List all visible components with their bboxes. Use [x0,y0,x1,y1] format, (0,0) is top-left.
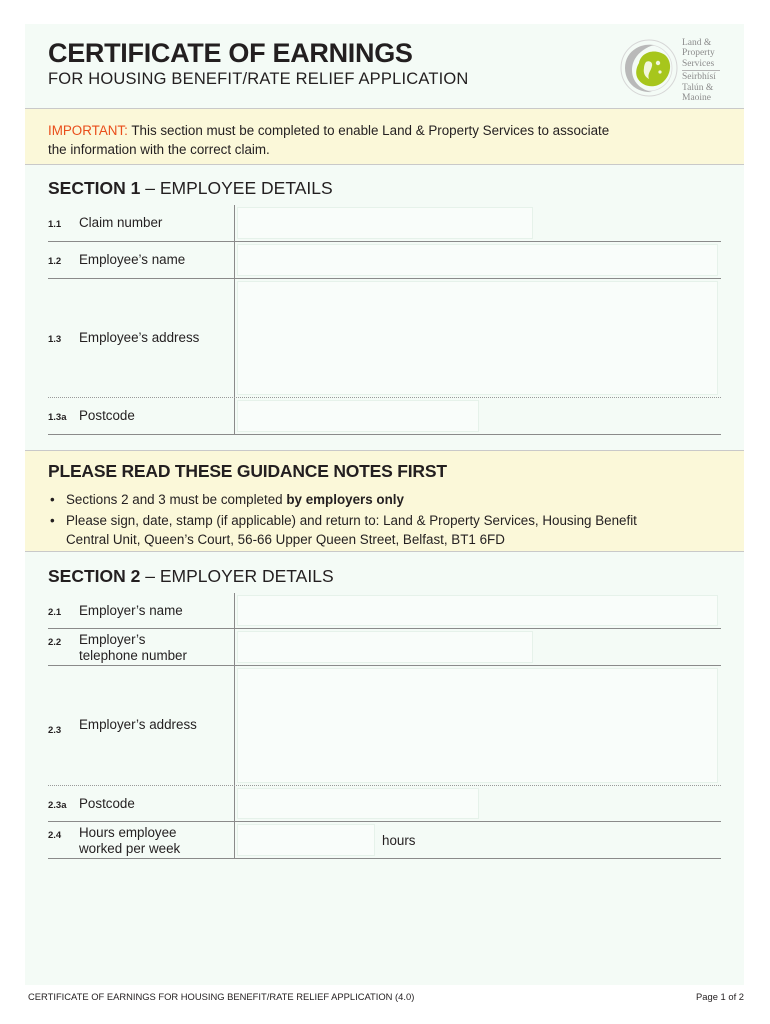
logo-text-line: Seirbhísí [682,72,716,83]
form-subtitle: FOR HOUSING BENEFIT/RATE RELIEF APPLICATION [48,70,469,88]
column-divider [234,629,235,665]
employer-address-input[interactable] [237,668,718,783]
guidance-list [48,490,744,549]
column-divider [234,205,235,241]
column-divider [234,786,235,821]
footer-document-title: CERTIFICATE OF EARNINGS FOR HOUSING BENEFIT/RATE RELIEF APPLICATION (4.0) [28,991,415,1002]
column-divider [234,398,235,434]
field-number: 2.2 [48,637,62,648]
column-divider [234,593,235,628]
lps-logo-icon [619,38,679,98]
guidance-text: Please sign, date, stamp (if applicable) and return to: Land & Property Services, Housing Benefit [66,513,637,528]
field-label-line: worked per week [79,841,181,856]
employee-name-input[interactable] [237,244,718,276]
field-label-line: Hours employee [79,825,177,840]
guidance-text: Sections 2 and 3 must be completed [66,492,287,507]
guidance-item [48,490,744,509]
guidance-item [48,511,744,549]
employee-address-input[interactable] [237,281,718,395]
hours-per-week-input[interactable] [237,824,375,856]
section1-heading [48,178,333,199]
section2-heading-number: SECTION 2 [48,566,141,586]
logo-text-line: Property [682,48,715,59]
field-label: Postcode [79,408,135,423]
important-notice [25,108,744,165]
hours-unit-label: hours [382,833,416,848]
logo-text-line: Maoine [682,93,712,104]
employer-postcode-input[interactable] [237,788,479,819]
field-number: 1.1 [48,219,62,230]
employee-postcode-input[interactable] [237,400,479,432]
field-label: Postcode [79,796,135,811]
important-text-line1: This section must be completed to enable Land & Property Services to associate [131,123,610,138]
bullet-icon: • [50,513,55,528]
logo-divider [682,70,720,71]
field-number: 2.4 [48,830,62,841]
field-number: 2.3 [48,725,62,736]
employer-telephone-input[interactable] [237,631,533,663]
field-label [79,632,187,664]
field-number: 1.2 [48,256,62,267]
important-text-line2: the information with the correct claim. [48,142,270,157]
logo-text-line: Services [682,58,715,69]
employer-name-input[interactable] [237,595,718,626]
section2-heading [48,566,334,587]
guidance-emphasis: by employers only [286,492,404,507]
field-label-line: Employer’s [79,632,146,647]
section1-heading-number: SECTION 1 [48,178,141,198]
column-divider [234,822,235,858]
field-label [79,825,180,857]
guidance-text: Central Unit, Queen’s Court, 56-66 Upper Queen Street, Belfast, BT1 6FD [66,532,505,547]
guidance-heading: PLEASE READ THESE GUIDANCE NOTES FIRST [48,461,447,481]
guidance-notes [25,450,744,552]
logo-text-line: Talún & [682,82,714,93]
field-label: Claim number [79,215,163,230]
field-number: 2.1 [48,607,62,618]
field-number: 2.3a [48,800,67,811]
bullet-icon: • [50,492,55,507]
column-divider [234,666,235,785]
field-label-line: telephone number [79,648,187,663]
logo-wordmark [682,38,720,103]
field-label: Employee’s name [79,252,186,267]
claim-number-input[interactable] [237,207,533,239]
field-label: Employee’s address [79,330,200,345]
column-divider [234,279,235,397]
section2-heading-title: – EMPLOYER DETAILS [145,566,334,586]
form-title: CERTIFICATE OF EARNINGS [48,38,413,68]
logo-text-line: Land & [682,38,712,48]
column-divider [234,242,235,278]
footer-page-number: Page 1 of 2 [696,991,744,1002]
field-number: 1.3a [48,412,67,423]
field-label: Employer’s name [79,603,183,618]
section1-heading-title: – EMPLOYEE DETAILS [145,178,333,198]
important-label: IMPORTANT: [48,123,128,138]
field-label: Employer’s address [79,717,197,732]
field-number: 1.3 [48,334,62,345]
